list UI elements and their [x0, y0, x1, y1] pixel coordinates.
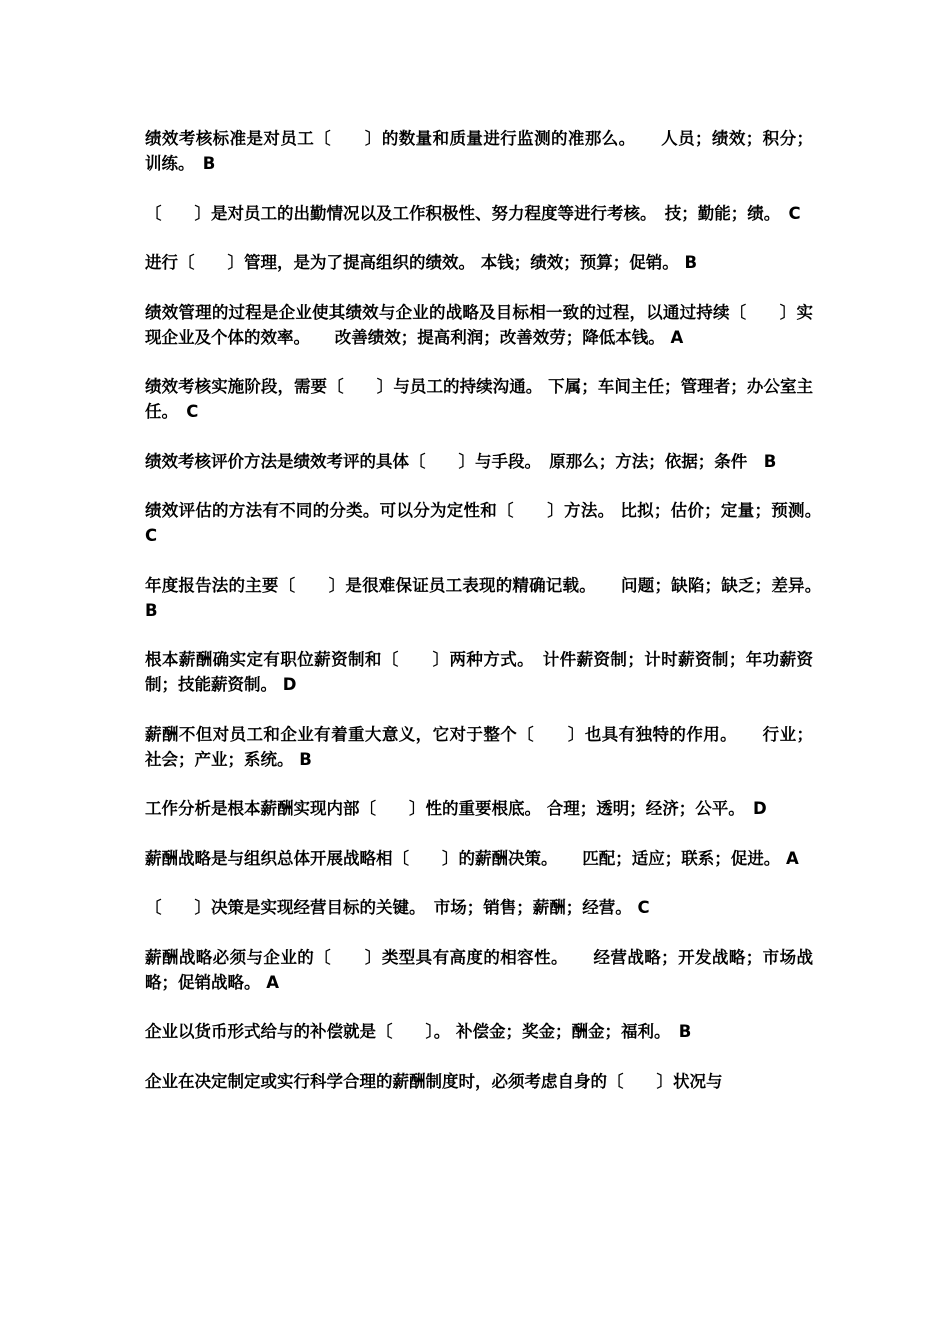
- question-item: 〔 〕是对员工的出勤情况以及工作积极性、努力程度等进行考核。 技；勤能；绩。 C: [145, 203, 801, 223]
- question-item: 薪酬战略是与组织总体开展战略相〔 〕的薪酬决策。 匹配；适应；联系；促进。 A: [145, 848, 799, 868]
- question-item: 薪酬战略必须与企业的〔 〕类型具有高度的相容性。 经营战略；开发战略；市场战略；促销战略。 A: [145, 947, 813, 992]
- question-item: 根本薪酬确实定有职位薪资制和〔 〕两种方式。 计件薪资制；计时薪资制；年功薪资制；技能薪资制。 D: [145, 650, 813, 694]
- question-list: [145, 126, 830, 1118]
- question-item: 绩效管理的过程是企业使其绩效与企业的战略及目标相一致的过程，以通过持续〔 〕实现企业及个体的效率。 改善绩效；提高利润；改善效劳；降低本钱。 A: [145, 302, 813, 347]
- question-item: 绩效考核标准是对员工〔 〕的数量和质量进行监测的准那么。 人员；绩效；积分；训练。 B: [145, 129, 813, 173]
- question-item: 工作分析是根本薪酬实现内部〔 〕性的重要根底。 合理；透明；经济；公平。 D: [145, 799, 767, 818]
- question-item: 绩效考核评价方法是绩效考评的具体〔 〕与手段。 原那么；方法；依据；条件 B: [145, 451, 777, 471]
- question-item: 〔 〕决策是实现经营目标的关键。 市场；销售；薪酬；经营。 C: [145, 898, 650, 917]
- question-item: 薪酬不但对员工和企业有着重大意义，它对于整个〔 〕也具有独特的作用。 行业；社会；产业；系统。 B: [145, 724, 813, 769]
- question-item: 绩效考核实施阶段，需要〔 〕与员工的持续沟通。 下属；车间主任；管理者；办公室主任。 C: [145, 377, 813, 421]
- question-item: 绩效评估的方法有不同的分类。可以分为定性和〔 〕方法。 比拟；估价；定量；预测。 C: [145, 501, 830, 545]
- question-item: 企业以货币形式给与的补偿就是〔 〕。 补偿金；奖金；酬金；福利。 B: [145, 1022, 692, 1041]
- question-item: 进行〔 〕管理，是为了提高组织的绩效。 本钱；绩效；预算；促销。 B: [145, 253, 698, 272]
- question-item: 年度报告法的主要〔 〕是很难保证员工表现的精确记载。 问题；缺陷；缺乏；差异。 B: [145, 575, 830, 620]
- question-item: 企业在决定制定或实行科学合理的薪酬制度时，必须考虑自身的〔 〕状况与: [145, 1071, 723, 1091]
